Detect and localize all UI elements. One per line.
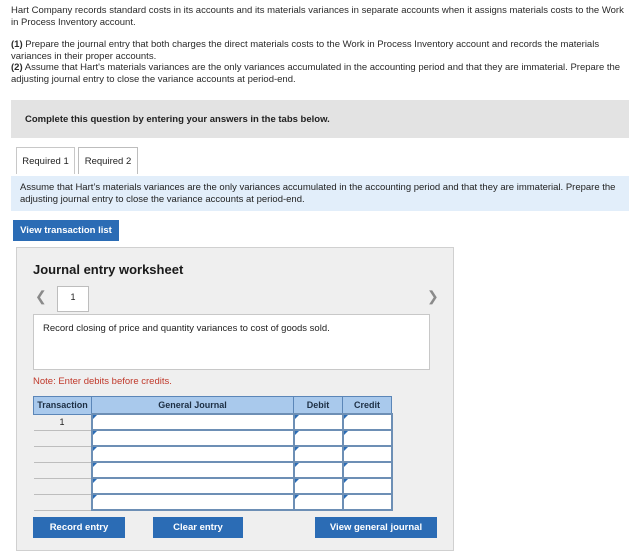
view-transaction-list-button[interactable]: View transaction list xyxy=(13,220,119,241)
general-journal-input[interactable] xyxy=(92,478,294,494)
intro-part-2-label: (2) xyxy=(11,62,23,74)
intro-paragraph-3 xyxy=(11,62,631,85)
table-row xyxy=(34,478,392,494)
credit-input[interactable] xyxy=(343,462,392,478)
column-header-credit: Credit xyxy=(343,397,392,415)
transaction-cell xyxy=(34,430,92,446)
intro-part-1-label: (1) xyxy=(11,39,23,51)
credit-input[interactable] xyxy=(343,446,392,462)
complete-question-banner: Complete this question by entering your answers in the tabs below. xyxy=(11,100,629,138)
debit-input[interactable] xyxy=(294,446,343,462)
tab-instruction: Assume that Hart’s materials variances are the only variances accumulated in the accounting period and that they are immaterial. Prepare the adjusting journal entry to close the variance accounts at period-end. xyxy=(11,176,629,211)
transaction-cell xyxy=(34,494,92,510)
credit-input[interactable] xyxy=(343,478,392,494)
credit-input[interactable] xyxy=(343,494,392,510)
intro-part-2-text: Assume that Hart's materials variances are the only variances accumulated in the accounting period and that they are immaterial. Prepare the adjusting journal entry to close the variance accounts at period-end. xyxy=(11,62,621,85)
journal-entry-worksheet xyxy=(16,247,454,551)
view-general-journal-button[interactable]: View general journal xyxy=(315,517,437,538)
chevron-right-icon[interactable]: ❯ xyxy=(427,288,439,304)
debit-input[interactable] xyxy=(294,494,343,510)
table-row xyxy=(34,462,392,478)
table-row xyxy=(34,494,392,510)
credit-input[interactable] xyxy=(343,430,392,446)
column-header-transaction: Transaction xyxy=(34,397,92,415)
debit-input[interactable] xyxy=(294,430,343,446)
problem-intro xyxy=(11,5,631,86)
tab-required-1[interactable]: Required 1 xyxy=(16,147,75,174)
record-instruction-box xyxy=(33,314,430,370)
table-row xyxy=(34,446,392,462)
column-header-debit: Debit xyxy=(294,397,343,415)
chevron-left-icon[interactable]: ❮ xyxy=(35,288,47,304)
clear-entry-button[interactable]: Clear entry xyxy=(153,517,243,538)
table-row xyxy=(34,414,392,430)
debit-input[interactable] xyxy=(294,414,343,430)
intro-part-1-text: Prepare the journal entry that both charges the direct materials costs to the Work in Process Inventory account and records the materials variances in their proper accounts. xyxy=(11,39,600,62)
transaction-cell xyxy=(34,446,92,462)
transaction-cell: 1 xyxy=(34,414,92,430)
debit-input[interactable] xyxy=(294,478,343,494)
journal-entry-table xyxy=(33,396,393,511)
intro-paragraph-1: Hart Company records standard costs in its accounts and its materials variances in separate accounts when it assigns materials costs to the Work in Process Inventory account. xyxy=(11,5,624,28)
debit-input[interactable] xyxy=(294,462,343,478)
tab-required-2[interactable]: Required 2 xyxy=(78,147,138,174)
debits-credits-note: Note: Enter debits before credits. xyxy=(33,376,172,387)
column-header-general-journal: General Journal xyxy=(92,397,294,415)
general-journal-input[interactable] xyxy=(92,414,294,430)
intro-paragraph-2 xyxy=(11,39,631,62)
transaction-cell xyxy=(34,478,92,494)
general-journal-input[interactable] xyxy=(92,462,294,478)
worksheet-title: Journal entry worksheet xyxy=(33,262,184,277)
transaction-cell xyxy=(34,462,92,478)
table-row xyxy=(34,430,392,446)
record-instruction-text: Record closing of price and quantity variances to cost of goods sold. xyxy=(43,323,330,334)
credit-input[interactable] xyxy=(343,414,392,430)
general-journal-input[interactable] xyxy=(92,446,294,462)
general-journal-input[interactable] xyxy=(92,494,294,510)
record-entry-button[interactable]: Record entry xyxy=(33,517,125,538)
worksheet-page-number[interactable]: 1 xyxy=(57,286,89,312)
general-journal-input[interactable] xyxy=(92,430,294,446)
